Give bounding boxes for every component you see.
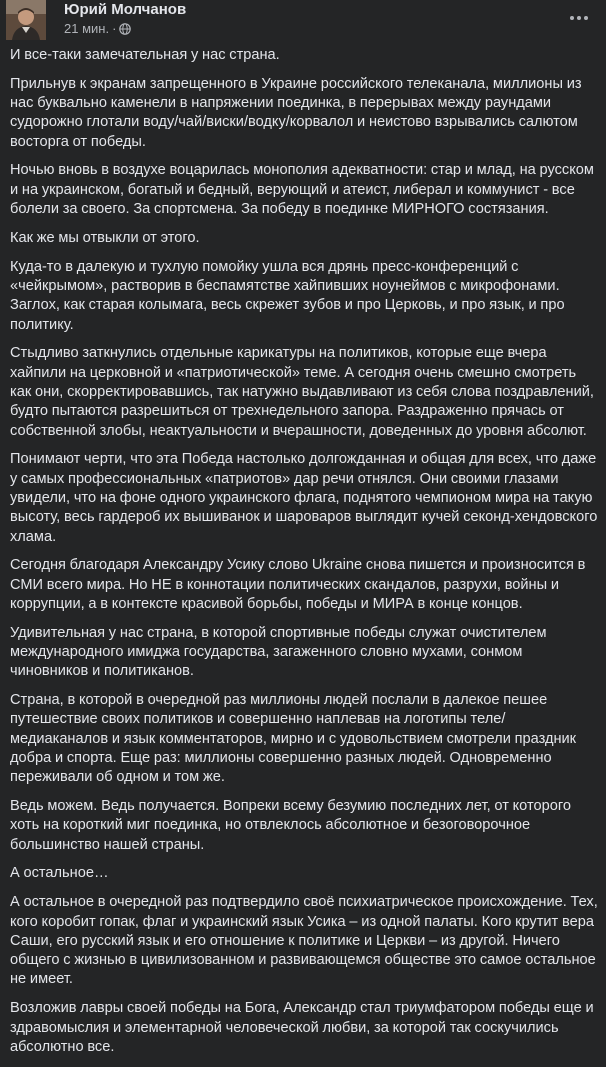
post-paragraph: Возложив лавры своей победы на Бога, Александр стал триумфатором победы еще и здравомыслия и элементарной человеческой любви, за которой так соскучились абсолютно все. (10, 1000, 594, 1055)
meta-separator: · (112, 21, 117, 36)
post-paragraph: Как же мы отвыкли от этого. (10, 229, 200, 246)
post-text (10, 46, 598, 1067)
post-paragraph: Ведь можем. Ведь получается. Вопреки всему безумию последних лет, от которого хоть на короткий миг поединка, но отвлеклось абсолютное и безоговорочное большинство нашей страны. (10, 798, 571, 853)
post-meta (64, 21, 131, 36)
post-paragraph: Ночью вновь в воздухе воцарилась монополия адекватности: стар и млад, на русском и на украинском, богатый и бедный, верующий и атеист, либерал и коммунист - все болели за своего. За спортсмена. За победу в поединке МИРНОГО состязания. (10, 162, 594, 218)
post-paragraph: Прильнув к экранам запрещенного в Украине российского телеканала, миллионы из нас буквально каменели в напряжении поединка, в перерывах между раундами судорожно глотали воду/чай/виски/водку/корвалол и неистово взрывались салютом восторга от победы. (10, 75, 582, 150)
profile-photo-icon (6, 0, 46, 40)
post-paragraph: Понимают черти, что эта Победа настолько долгожданная и общая для всех, что даже у самых профессиональных «патриотов» дар речи отнялся. Они своими глазами увидели, что на фоне одного украинского флага, поднятого чемпионом мира на такую высоту, весь гардероб их вышиванок и шароваров выглядит кучей секонд-хендовского хлама. (10, 451, 598, 545)
post-paragraph: А остальное… (10, 865, 109, 882)
globe-icon (119, 23, 131, 35)
post-paragraph: И все-таки замечательная у нас страна. (10, 47, 280, 63)
author-avatar[interactable] (6, 0, 46, 40)
post-paragraph: Куда-то в далекую и тухлую помойку ушла вся дрянь пресс-конференций с «чейкрымом», растворив в беспамятстве хайпивших ноунеймов с микрофонами. Заглох, как старая колымага, весь скрежет зубов и про Церковь, и про язык, и про политику. (10, 258, 565, 333)
more-dots-icon (569, 15, 589, 21)
post-paragraph: А остальное в очередной раз подтвердило своё психиатрическое происхождение. Тех, кого коробит гопак, флаг и украинский язык Усика – из одной палаты. Кого крутит вера Саши, его русский язык и его отношение к политике и Церкви – из другой. Ничего общего с жизнью в цивилизованном и развивающемся обществе это самое остальное не имеет. (10, 894, 598, 988)
post-paragraph: Сегодня благодаря Александру Усику слово Ukraine снова пишется и произносится в СМИ всего мира. Но НЕ в коннотации политических скандалов, разрухи, войны и коррупции, а в контексте красивой борьбы, победы и МИРА в конце концов. (10, 557, 586, 612)
post-timestamp[interactable]: 21 мин. (64, 21, 110, 36)
more-options-button[interactable] (566, 8, 592, 28)
post-paragraph: Удивительная у нас страна, в которой спортивные победы служат очистителем международного имиджа государства, загаженного словно мухами, сонмом чиновников и политиканов. (10, 624, 547, 680)
post-paragraph: Страна, в которой в очередной раз миллионы людей послали в далекое пешее путешествие своих политиков и совершенно наплевав на логотипы теле/медиаканалов и язык комментаторов, мирно и с удовольствием смотрели праздник добра и спорта. Еще раз: миллионы совершенно разных людей. Одновременно переживали об одном и том же. (10, 692, 577, 786)
author-name[interactable]: Юрий Молчанов (64, 1, 187, 18)
post-paragraph: Стыдливо заткнулись отдельные карикатуры на политиков, которые еще вчера хайпили на церковной и «патриотической» теме. А сегодня очень смешно смотреть как они, скорректировавшись, так натужно выдавливают из себя слова поздравлений, будто пытаются разрешиться от трехнедельного запора. Раздраженно прячась от собственной злобы, неактуальности и вчерашности, доведенных до уровня абсолют. (10, 345, 594, 439)
post-header (0, 0, 606, 44)
